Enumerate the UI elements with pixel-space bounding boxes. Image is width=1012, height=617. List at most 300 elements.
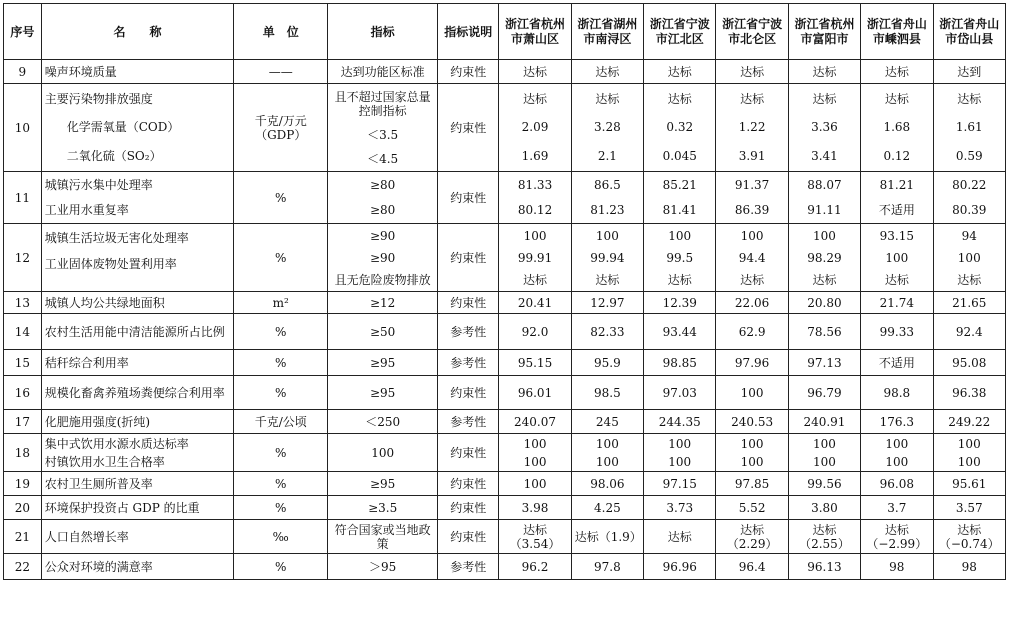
row-value — [644, 434, 716, 472]
row-value-stack — [502, 225, 567, 291]
row-unit: 千克/万元（GDP） — [234, 84, 328, 172]
row-name — [41, 84, 234, 172]
row-value-line: 21.65 — [952, 295, 987, 310]
row-seq: 10 — [4, 84, 42, 172]
row-value-line: 0.32 — [666, 120, 694, 135]
row-value-stack — [792, 435, 857, 471]
row-value — [788, 292, 860, 314]
row-value-line: 100 — [740, 436, 764, 451]
table-row — [4, 472, 1006, 496]
row-value-line: 95.15 — [517, 355, 553, 370]
row-value — [499, 554, 571, 580]
row-name — [41, 314, 234, 350]
row-value — [716, 314, 788, 350]
row-value — [861, 314, 933, 350]
row-unit: % — [234, 314, 328, 350]
row-value-stack — [575, 473, 640, 495]
row-value — [933, 472, 1006, 496]
row-value-stack — [647, 473, 712, 495]
row-value-line: 达标 — [812, 272, 837, 287]
row-name-line: 城镇人均公共绿地面积 — [44, 295, 165, 310]
row-seq: 14 — [4, 314, 42, 350]
row-note: 参考性 — [438, 554, 499, 580]
row-indicator — [328, 410, 438, 434]
row-value-stack — [647, 61, 712, 83]
row-name-line: 规模化畜禽养殖场粪便综合利用率 — [44, 385, 225, 400]
row-value — [788, 376, 860, 410]
row-value-line: 98.06 — [590, 476, 625, 491]
row-value-stack — [647, 497, 712, 519]
row-value-line: 达标（2.55） — [799, 522, 850, 551]
header-indicator: 指标 — [328, 4, 438, 60]
row-value-line: 96.08 — [879, 476, 914, 491]
row-value — [644, 554, 716, 580]
row-value-stack — [719, 555, 784, 579]
row-value-stack — [792, 293, 857, 313]
row-value-stack — [575, 173, 640, 223]
row-value-stack — [502, 61, 567, 83]
row-value — [933, 520, 1006, 554]
row-value-stack — [719, 521, 784, 553]
row-value-line: 达标 — [884, 91, 909, 106]
row-indicator-line: ＞95 — [369, 559, 397, 574]
header-name: 名 称 — [41, 4, 234, 60]
row-value-line: 100 — [957, 436, 981, 451]
row-value-line: 100 — [523, 454, 547, 469]
row-value — [788, 350, 860, 376]
row-value-line: 81.33 — [517, 178, 553, 192]
row-value-line: 达到 — [957, 64, 982, 79]
row-seq: 19 — [4, 472, 42, 496]
row-value-stack — [864, 555, 929, 579]
table-row — [4, 496, 1006, 520]
row-indicator-line: ≥12 — [369, 295, 396, 310]
row-name-stack — [45, 435, 231, 471]
row-value-line: 3.36 — [811, 120, 838, 135]
row-value-line: 81.23 — [590, 203, 625, 217]
row-value-line: 82.33 — [590, 324, 625, 339]
row-value-stack — [502, 351, 567, 375]
row-value — [571, 60, 643, 84]
row-value — [716, 434, 788, 472]
row-value-line: 3.41 — [811, 149, 838, 164]
row-value-stack — [792, 411, 857, 433]
row-name-line: 秸秆综合利用率 — [44, 355, 129, 370]
row-value-stack — [502, 173, 567, 223]
row-value-stack — [502, 315, 567, 349]
row-value — [499, 496, 571, 520]
row-value-line: 98.8 — [883, 385, 911, 400]
row-name-line: 集中式饮用水源水质达标率 — [44, 436, 189, 451]
row-name-stack — [45, 61, 231, 83]
row-value-stack — [864, 497, 929, 519]
row-value-stack — [647, 293, 712, 313]
row-indicator-stack — [331, 377, 434, 409]
row-indicator — [328, 292, 438, 314]
row-value-line: 240.53 — [731, 414, 774, 429]
row-value — [933, 292, 1006, 314]
row-value-line: 100 — [885, 454, 909, 469]
row-value-line: 达标 — [740, 64, 765, 79]
row-note: 约束性 — [438, 472, 499, 496]
row-value — [861, 224, 933, 292]
row-name — [41, 434, 234, 472]
row-value-line: 96.38 — [952, 385, 987, 400]
row-value-line: 96.79 — [807, 385, 842, 400]
row-name-line: 二氧化硫（SO₂） — [66, 149, 162, 164]
row-value-stack — [575, 435, 640, 471]
row-value-line: 达标 — [667, 529, 692, 544]
row-value-stack — [719, 61, 784, 83]
row-indicator — [328, 314, 438, 350]
row-value-line: 达标 — [957, 91, 982, 106]
row-value-stack — [575, 61, 640, 83]
row-value-line: 100 — [813, 228, 836, 243]
row-value-line: 86.39 — [734, 203, 770, 217]
row-value-line: 20.41 — [517, 295, 553, 310]
row-value-line: 97.03 — [662, 385, 697, 400]
row-value-line: 99.33 — [879, 324, 914, 339]
row-value-stack — [575, 377, 640, 409]
row-value — [933, 434, 1006, 472]
row-value — [933, 554, 1006, 580]
row-value — [644, 224, 716, 292]
row-value-line: 81.41 — [662, 203, 697, 217]
row-value-stack — [937, 377, 1003, 409]
row-indicator-line: ＜250 — [365, 414, 401, 429]
row-value-line: 80.22 — [952, 178, 987, 192]
row-name — [41, 520, 234, 554]
row-value — [788, 496, 860, 520]
row-value-stack — [864, 85, 929, 171]
row-unit: % — [234, 224, 328, 292]
row-value-stack — [792, 473, 857, 495]
row-value — [499, 224, 571, 292]
row-unit: % — [234, 496, 328, 520]
row-value-stack — [937, 85, 1003, 171]
row-value-line: 达标 — [812, 91, 837, 106]
row-value-line: 0.045 — [662, 149, 697, 164]
row-value — [571, 314, 643, 350]
row-name-stack — [45, 555, 231, 579]
row-value — [644, 84, 716, 172]
row-value-line: 91.11 — [807, 203, 842, 217]
row-value-line: 0.12 — [883, 149, 911, 164]
row-value-line: 达标 — [667, 91, 692, 106]
row-value-line: 98.29 — [807, 250, 842, 265]
row-value-line: 98.5 — [594, 385, 621, 400]
row-value — [788, 554, 860, 580]
row-indicator-stack — [331, 411, 434, 433]
table-row — [4, 292, 1006, 314]
row-value-line: 100 — [957, 454, 981, 469]
row-value — [933, 60, 1006, 84]
row-value-line: 91.37 — [734, 178, 770, 192]
row-value-stack — [864, 473, 929, 495]
row-value — [571, 410, 643, 434]
row-note: 约束性 — [438, 224, 499, 292]
row-seq: 18 — [4, 434, 42, 472]
table-row — [4, 172, 1006, 224]
row-value-line: 达标 — [595, 272, 620, 287]
row-value — [716, 84, 788, 172]
row-value-line: 100 — [668, 436, 692, 451]
row-value — [571, 172, 643, 224]
row-value-line: 达标 — [523, 64, 548, 79]
row-value — [788, 434, 860, 472]
row-indicator-line: ≥50 — [369, 324, 396, 339]
row-value-stack — [864, 521, 929, 553]
row-value-stack — [864, 411, 929, 433]
row-indicator-stack — [331, 473, 434, 495]
row-name — [41, 496, 234, 520]
row-indicator-line: ≥80 — [369, 178, 396, 192]
row-seq: 9 — [4, 60, 42, 84]
row-indicator-stack — [331, 85, 434, 171]
row-value-stack — [575, 411, 640, 433]
row-value — [861, 84, 933, 172]
row-value-line: 不适用 — [878, 203, 915, 217]
row-value — [644, 376, 716, 410]
row-indicator — [328, 520, 438, 554]
row-value-line: 不适用 — [878, 355, 915, 370]
row-indicator-stack — [331, 435, 434, 471]
row-value-stack — [502, 473, 567, 495]
row-value-line: 85.21 — [662, 178, 697, 192]
row-value-line: 96.4 — [738, 559, 766, 574]
table-row — [4, 410, 1006, 434]
row-value — [861, 292, 933, 314]
row-value-stack — [792, 497, 857, 519]
row-value — [499, 434, 571, 472]
row-value — [933, 172, 1006, 224]
row-value-line: 97.15 — [662, 476, 697, 491]
row-value-stack — [719, 85, 784, 171]
row-value — [861, 434, 933, 472]
row-name-stack — [45, 315, 231, 349]
row-value — [933, 224, 1006, 292]
row-name — [41, 350, 234, 376]
row-value-line: 12.39 — [662, 295, 697, 310]
row-indicator-line: ≥95 — [369, 355, 396, 370]
row-value-line: 达标（3.54） — [509, 522, 561, 551]
row-indicator-line: ＜4.5 — [367, 151, 399, 166]
row-unit: % — [234, 350, 328, 376]
row-value-line: 176.3 — [879, 414, 914, 429]
row-value — [571, 520, 643, 554]
row-seq: 12 — [4, 224, 42, 292]
row-value-line: 1.22 — [738, 120, 766, 135]
row-value-line: 达标 — [812, 64, 837, 79]
row-value-line: 达标 — [523, 91, 548, 106]
row-value — [716, 292, 788, 314]
row-value-line: 3.28 — [594, 120, 621, 135]
row-value-stack — [792, 85, 857, 171]
row-indicator-line: 达到功能区标准 — [340, 64, 425, 79]
row-indicator-line: ≥95 — [369, 385, 396, 400]
row-indicator-stack — [331, 555, 434, 579]
row-note: 约束性 — [438, 60, 499, 84]
row-indicator-stack — [331, 293, 434, 313]
row-value — [499, 292, 571, 314]
row-unit: ‰ — [234, 520, 328, 554]
row-name-stack — [45, 225, 231, 291]
row-value-line: 100 — [595, 454, 619, 469]
header-region: 浙江省湖州市南浔区 — [571, 4, 643, 60]
row-value-line: 100 — [523, 436, 547, 451]
row-value — [716, 376, 788, 410]
header-unit: 单 位 — [234, 4, 328, 60]
row-value — [861, 520, 933, 554]
row-value-line: 93.15 — [879, 228, 914, 243]
row-value-stack — [719, 225, 784, 291]
table-row — [4, 350, 1006, 376]
row-name — [41, 410, 234, 434]
row-value — [644, 472, 716, 496]
row-value-stack — [792, 225, 857, 291]
row-value-line: 99.91 — [517, 250, 553, 265]
row-value — [861, 496, 933, 520]
row-indicator-line: ≥95 — [369, 476, 396, 491]
row-indicator — [328, 84, 438, 172]
row-indicator-line: 符合国家或当地政策 — [334, 522, 431, 551]
row-value-stack — [575, 497, 640, 519]
row-name-stack — [45, 411, 231, 433]
row-value-stack — [937, 473, 1003, 495]
row-name-line: 人口自然增长率 — [44, 529, 129, 544]
row-value-stack — [647, 85, 712, 171]
row-value — [644, 60, 716, 84]
row-value-line: 98.85 — [662, 355, 697, 370]
table-row — [4, 554, 1006, 580]
row-value-stack — [719, 173, 784, 223]
row-value — [933, 350, 1006, 376]
row-value — [644, 410, 716, 434]
row-value-line: 100 — [668, 454, 692, 469]
row-indicator — [328, 60, 438, 84]
row-name-stack — [45, 293, 231, 313]
row-name-line: 工业固体废物处置利用率 — [44, 257, 177, 272]
row-value — [861, 172, 933, 224]
row-value — [788, 172, 860, 224]
row-value — [788, 472, 860, 496]
row-value-line: 97.96 — [734, 355, 770, 370]
row-value-line: 1.69 — [521, 149, 549, 164]
row-value-line: 达标 — [523, 272, 548, 287]
row-value-line: 97.8 — [594, 559, 621, 574]
row-value-line: 240.91 — [803, 414, 846, 429]
row-value — [499, 314, 571, 350]
row-name-stack — [45, 173, 231, 223]
row-value-stack — [792, 315, 857, 349]
row-seq: 13 — [4, 292, 42, 314]
row-value-stack — [864, 435, 929, 471]
row-value-line: 99.94 — [590, 250, 625, 265]
row-value-stack — [647, 351, 712, 375]
row-value-line: 100 — [668, 228, 692, 243]
row-name-line: 环境保护投资占 GDP 的比重 — [44, 500, 200, 515]
row-value-line: 达标（−0.74） — [938, 522, 1000, 551]
row-value-stack — [647, 555, 712, 579]
row-name-stack — [45, 351, 231, 375]
row-value-stack — [792, 521, 857, 553]
row-value-line: 达标 — [884, 272, 909, 287]
row-value-line: 100 — [740, 228, 764, 243]
row-indicator-stack — [331, 351, 434, 375]
header-region: 浙江省舟山市岱山县 — [933, 4, 1006, 60]
row-indicator-stack — [331, 497, 434, 519]
row-value-line: 3.91 — [738, 149, 766, 164]
row-value — [499, 472, 571, 496]
row-value — [571, 224, 643, 292]
row-value-line: 244.35 — [658, 414, 701, 429]
row-note: 约束性 — [438, 172, 499, 224]
row-value-line: 97.85 — [734, 476, 770, 491]
row-value — [571, 350, 643, 376]
row-value-stack — [647, 521, 712, 553]
row-value — [571, 496, 643, 520]
row-value — [644, 350, 716, 376]
row-indicator — [328, 472, 438, 496]
row-value-line: 80.12 — [517, 203, 553, 217]
row-value-line: 100 — [885, 436, 909, 451]
row-value-stack — [937, 293, 1003, 313]
row-value-line: 98 — [889, 559, 905, 574]
row-value-stack — [937, 315, 1003, 349]
row-value-stack — [937, 411, 1003, 433]
row-value-stack — [937, 497, 1003, 519]
row-value-line: 达标 — [595, 91, 620, 106]
row-indicator-stack — [331, 61, 434, 83]
row-value-stack — [719, 411, 784, 433]
row-name-line: 化学需氧量（COD） — [66, 120, 180, 135]
row-value-line: 62.9 — [738, 324, 766, 339]
row-value — [716, 60, 788, 84]
row-value — [861, 60, 933, 84]
header-region: 浙江省舟山市嵊泗县 — [861, 4, 933, 60]
row-seq: 17 — [4, 410, 42, 434]
row-value-line: 100 — [740, 454, 764, 469]
row-value — [499, 172, 571, 224]
row-value-line: 1.61 — [955, 120, 983, 135]
row-name-line: 城镇污水集中处理率 — [44, 178, 153, 192]
row-value-line: 0.59 — [955, 149, 983, 164]
row-value-line: 94.4 — [738, 250, 766, 265]
row-indicator-line: ＜3.5 — [367, 127, 399, 142]
row-value — [499, 350, 571, 376]
row-value-stack — [647, 411, 712, 433]
row-value-stack — [937, 435, 1003, 471]
row-value-stack — [575, 85, 640, 171]
row-value — [716, 410, 788, 434]
row-value-stack — [864, 351, 929, 375]
row-value — [788, 520, 860, 554]
row-value-line: 达标 — [884, 64, 909, 79]
row-value-stack — [647, 435, 712, 471]
row-value — [788, 314, 860, 350]
row-value-line: 240.07 — [514, 414, 557, 429]
row-value-stack — [719, 377, 784, 409]
row-name-line: 城镇生活垃圾无害化处理率 — [44, 230, 189, 245]
row-value-stack — [647, 315, 712, 349]
row-value — [933, 84, 1006, 172]
row-value — [861, 410, 933, 434]
row-value-stack — [792, 61, 857, 83]
table-row — [4, 314, 1006, 350]
row-value-line: 80.39 — [952, 203, 987, 217]
row-value — [716, 172, 788, 224]
row-indicator-stack — [331, 173, 434, 223]
